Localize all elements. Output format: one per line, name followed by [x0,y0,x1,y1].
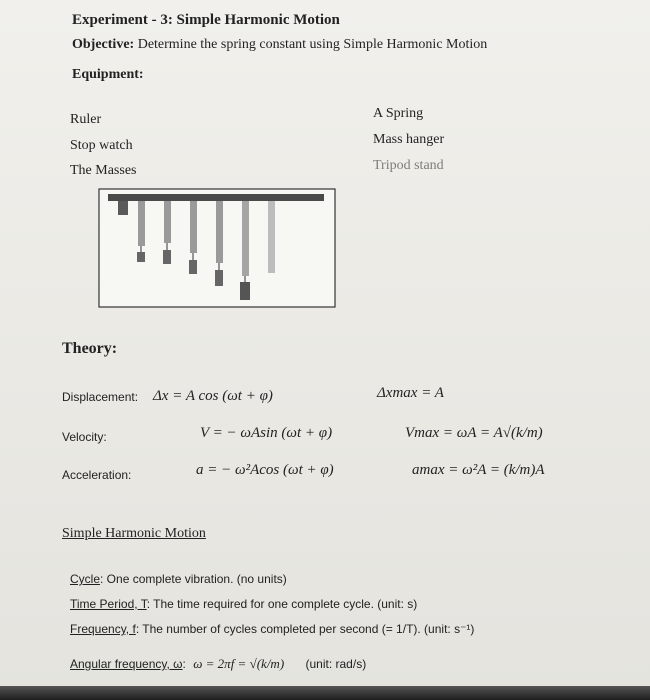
definition-frequency [70,622,474,636]
spring-1 [118,201,128,215]
equipment-label: Equipment: [72,67,144,82]
definition-cycle [70,572,287,586]
displacement-equation: Δx = A cos (ωt + φ) [153,388,273,404]
text-period: : The time required for one complete cycle. (unit: s) [146,597,418,611]
acceleration-equation: a = − ω²Acos (ωt + φ) [196,462,334,478]
equipment-left-2: Stop watch [70,138,133,153]
term-period: Time Period, T [70,597,147,611]
equipment-right-2: Mass hanger [373,132,445,147]
shm-heading: Simple Harmonic Motion [62,526,206,541]
displacement-label: Displacement: [62,390,139,404]
text-angular-frequency: : [182,657,186,671]
term-frequency: Frequency, f [70,622,136,636]
spring-4 [189,201,197,274]
theory-heading: Theory: [62,340,118,357]
spring-2 [137,201,145,262]
spring-3 [163,201,171,264]
text-cycle: : One complete vibration. (no units) [100,572,287,586]
support-bar [108,194,324,201]
acceleration-max: amax = ω²A = (k/m)A [412,462,545,478]
spring-7 [268,201,275,273]
angular-frequency-equation: ω = 2πf = √(k/m) [193,656,285,671]
equipment-left-3: The Masses [70,163,137,178]
experiment-title: Experiment - 3: Simple Harmonic Motion [72,12,340,28]
equipment-right-3: Tripod stand [373,158,444,173]
angular-frequency-unit: (unit: rad/s) [305,657,367,671]
velocity-max: Vmax = ωA = A√(k/m) [405,425,543,441]
objective-label: Objective: [72,37,135,52]
definition-angular-frequency [70,656,366,672]
velocity-label: Velocity: [62,430,107,444]
velocity-equation: V = − ωAsin (ωt + φ) [200,425,333,441]
displacement-max: Δxmax = A [377,385,444,401]
definition-period [70,597,417,611]
photo-bottom-edge [0,686,650,700]
objective-text: Determine the spring constant using Simple Harmonic Motion [137,37,488,52]
equipment-right-1: A Spring [373,106,424,121]
spring-mass-figure [98,188,336,308]
equipment-left-1: Ruler [70,112,102,127]
term-cycle: Cycle [70,572,101,586]
acceleration-label: Acceleration: [62,468,132,482]
text-frequency: : The number of cycles completed per second (= 1/T). (unit: s⁻¹) [135,622,475,636]
objective-line [72,37,487,53]
term-angular-frequency: Angular frequency, ω [70,657,183,671]
spring-5 [215,201,223,286]
